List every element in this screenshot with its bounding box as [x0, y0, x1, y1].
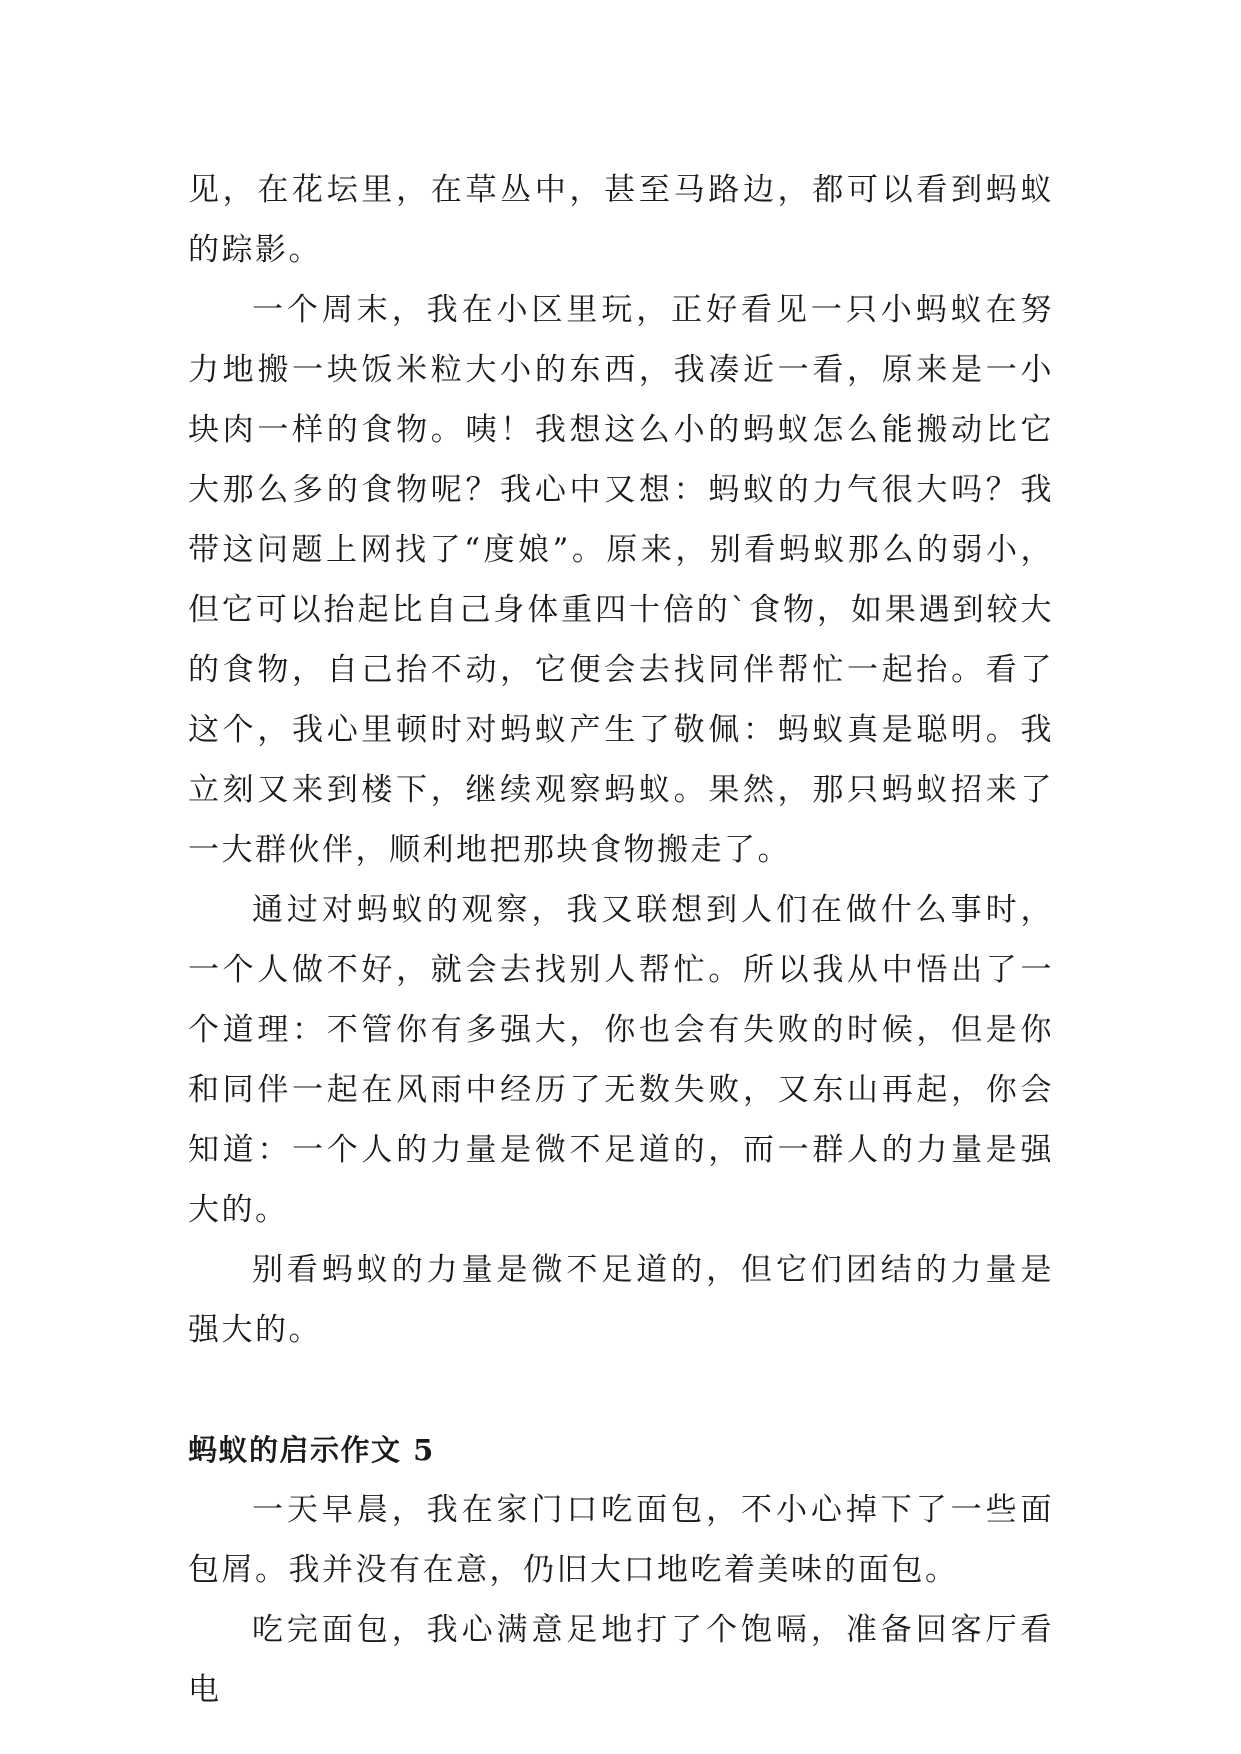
paragraph: 一天早晨，我在家门口吃面包，不小心掉下了一些面包屑。我并没有在意，仍旧大口地吃着美味的面包。 [188, 1492, 1054, 1588]
paragraph: 吃完面包，我心满意足地打了个饱嗝，准备回客厅看电 [188, 1612, 1054, 1708]
paragraph: 一个周末，我在小区里玩，正好看见一只小蚂蚁在努力地搬一块饭米粒大小的东西，我凑近一看，原来是一小块肉一样的食物。咦！我想这么小的蚂蚁怎么能搬动比它大那么多的食物呢？我心中又想：蚂蚁的力气很大吗？我带这问题上网找了“度娘”。原来，别看蚂蚁那么的弱小，但它可以抬起比自己身体重四十倍的`食物，如果遇到较大的食物，自己抬不动，它便会去找同伴帮忙一起抬。看了这个，我心里顿时对蚂蚁产生了敬佩：蚂蚁真是聪明。我立刻又来到楼下，继续观察蚂蚁。果然，那只蚂蚁招来了一大群伙伴，顺利地把那块食物搬走了。 [188, 292, 1054, 868]
document-body [188, 160, 1054, 1720]
paragraph: 见，在花坛里，在草丛中，甚至马路边，都可以看到蚂蚁的踪影。 [188, 172, 1054, 268]
section-heading: 蚂蚁的启示作文 5 [188, 1433, 435, 1467]
paragraph: 别看蚂蚁的力量是微不足道的，但它们团结的力量是强大的。 [188, 1252, 1054, 1348]
paragraph: 通过对蚂蚁的观察，我又联想到人们在做什么事时，一个人做不好，就会去找别人帮忙。所以我从中悟出了一个道理：不管你有多强大，你也会有失败的时候，但是你和同伴一起在风雨中经历了无数失败，又东山再起，你会知道：一个人的力量是微不足道的，而一群人的力量是强大的。 [188, 892, 1054, 1228]
